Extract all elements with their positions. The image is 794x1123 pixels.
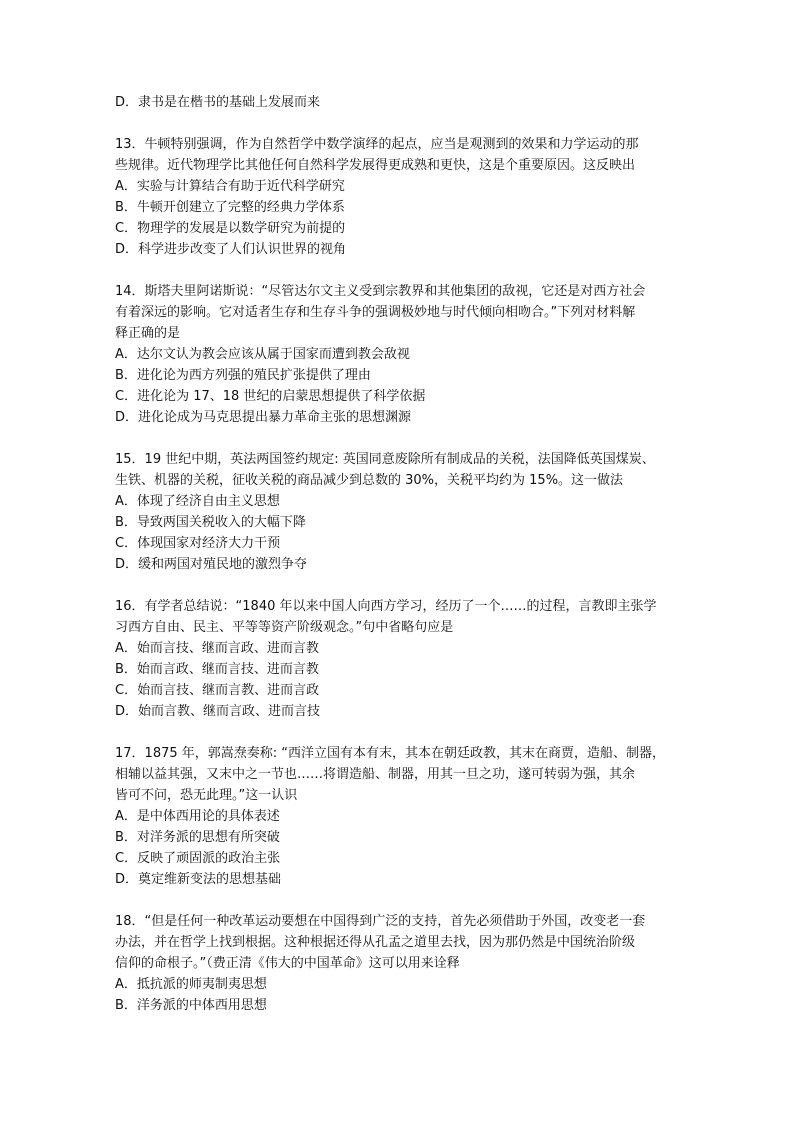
exam-page — [115, 92, 685, 1037]
option-c: C．物理学的发展是以数学研究为前提的 — [115, 221, 346, 236]
question-stem-line: 生铁、机器的关税，征收关税的商品减少到总数的 30%，关税平均约为 15%。这一做法 — [115, 473, 624, 488]
option-b: B．洋务派的中体西用思想 — [115, 998, 267, 1013]
option-d: D．科学进步改变了人们认识世界的视角 — [115, 242, 347, 257]
question-stem-line: 相辅以益其强，又末中之一节也……将谓造船、制器，用其一旦之功，遂可转弱为强，其余 — [115, 767, 636, 782]
option-b: B．导致两国关税收入的大幅下降 — [115, 515, 306, 530]
option-c: C．体现国家对经济大力干预 — [115, 536, 281, 551]
option-a: A．始而言技、继而言政、进而言教 — [115, 641, 319, 656]
option-c: C．反映了顽固派的政治主张 — [115, 851, 281, 866]
option-b: B．始而言政、继而言技、进而言教 — [115, 662, 319, 677]
question-14 — [115, 281, 685, 428]
option-a: A．是中体西用论的具体表述 — [115, 809, 280, 824]
question-15 — [115, 449, 685, 575]
question-stem-line: 释正确的是 — [115, 326, 181, 341]
option-a: A．实验与计算结合有助于近代科学研究 — [115, 179, 345, 194]
option-d: D．缓和两国对殖民地的激烈争夺 — [115, 557, 308, 572]
question-17 — [115, 743, 685, 890]
question-18 — [115, 911, 685, 1016]
question-stem-line: 办法，并在哲学上找到根据。这种根据还得从孔孟之道里去找，因为那仍然是中国统治阶级 — [115, 935, 636, 950]
question-stem-line: 18．“但是任何一种改革运动要想在中国得到广泛的支持，首先必须借助于外国，改变老一套 — [115, 914, 646, 929]
option-b: B．对洋务派的思想有所突破 — [115, 830, 280, 845]
question-stem-line: 16．有学者总结说：“1840 年以来中国人向西方学习，经历了一个……的过程，言教即主张学 — [115, 599, 657, 614]
option-b: B．牛顿开创建立了完整的经典力学体系 — [115, 200, 345, 215]
option-d: D．奠定维新变法的思想基础 — [115, 872, 282, 887]
question-13 — [115, 134, 685, 260]
question-stem-line: 13．牛顿特别强调，作为自然哲学中数学演绎的起点，应当是观测到的效果和力学运动的那 — [115, 137, 639, 152]
question-16 — [115, 596, 685, 722]
question-stem-line: 15．19 世纪中期，英法两国签约规定: 英国同意废除所有制成品的关税，法国降低英国煤炭、 — [115, 452, 655, 467]
prev-question-tail — [115, 92, 685, 113]
option-d: D．隶书是在楷书的基础上发展而来 — [115, 95, 321, 110]
option-a: A．抵抗派的师夷制夷思想 — [115, 977, 267, 992]
question-stem-line: 习西方自由、民主、平等等资产阶级观念。”句中省略句应是 — [115, 620, 454, 635]
question-stem-line: 些规律。近代物理学比其他任何自然科学发展得更成熟和更快，这是个重要原因。这反映出 — [115, 158, 636, 173]
option-d: D．进化论成为马克思提出暴力革命主张的思想渊源 — [115, 410, 412, 425]
option-d: D．始而言教、继而言政、进而言技 — [115, 704, 321, 719]
question-stem-line: 信仰的命根子。”（费正清《伟大的中国革命》这可以用来诠释 — [115, 956, 460, 971]
option-c: C．进化论为 17、18 世纪的启蒙思想提供了科学依据 — [115, 389, 426, 404]
option-a: A．达尔文认为教会应该从属于国家而遭到教会敌视 — [115, 347, 410, 362]
question-stem-line: 有着深远的影响。它对适者生存和生存斗争的强调极妙地与时代倾向相吻合。”下列对材料解 — [115, 305, 636, 320]
question-stem-line: 14．斯塔夫里阿诺斯说：“尽管达尔文主义受到宗教界和其他集团的敌视，它还是对西方社会 — [115, 284, 646, 299]
option-b: B．进化论为西方列强的殖民扩张提供了理由 — [115, 368, 371, 383]
option-c: C．始而言技、继而言教、进而言政 — [115, 683, 320, 698]
option-a: A．体现了经济自由主义思想 — [115, 494, 280, 509]
question-stem-line: 皆可不问，恐无此理。”这一认识 — [115, 788, 298, 803]
question-stem-line: 17．1875 年，郭嵩焘奏称: “西洋立国有本有末，其本在朝廷政教，其末在商贾，造船、制器， — [115, 746, 666, 761]
